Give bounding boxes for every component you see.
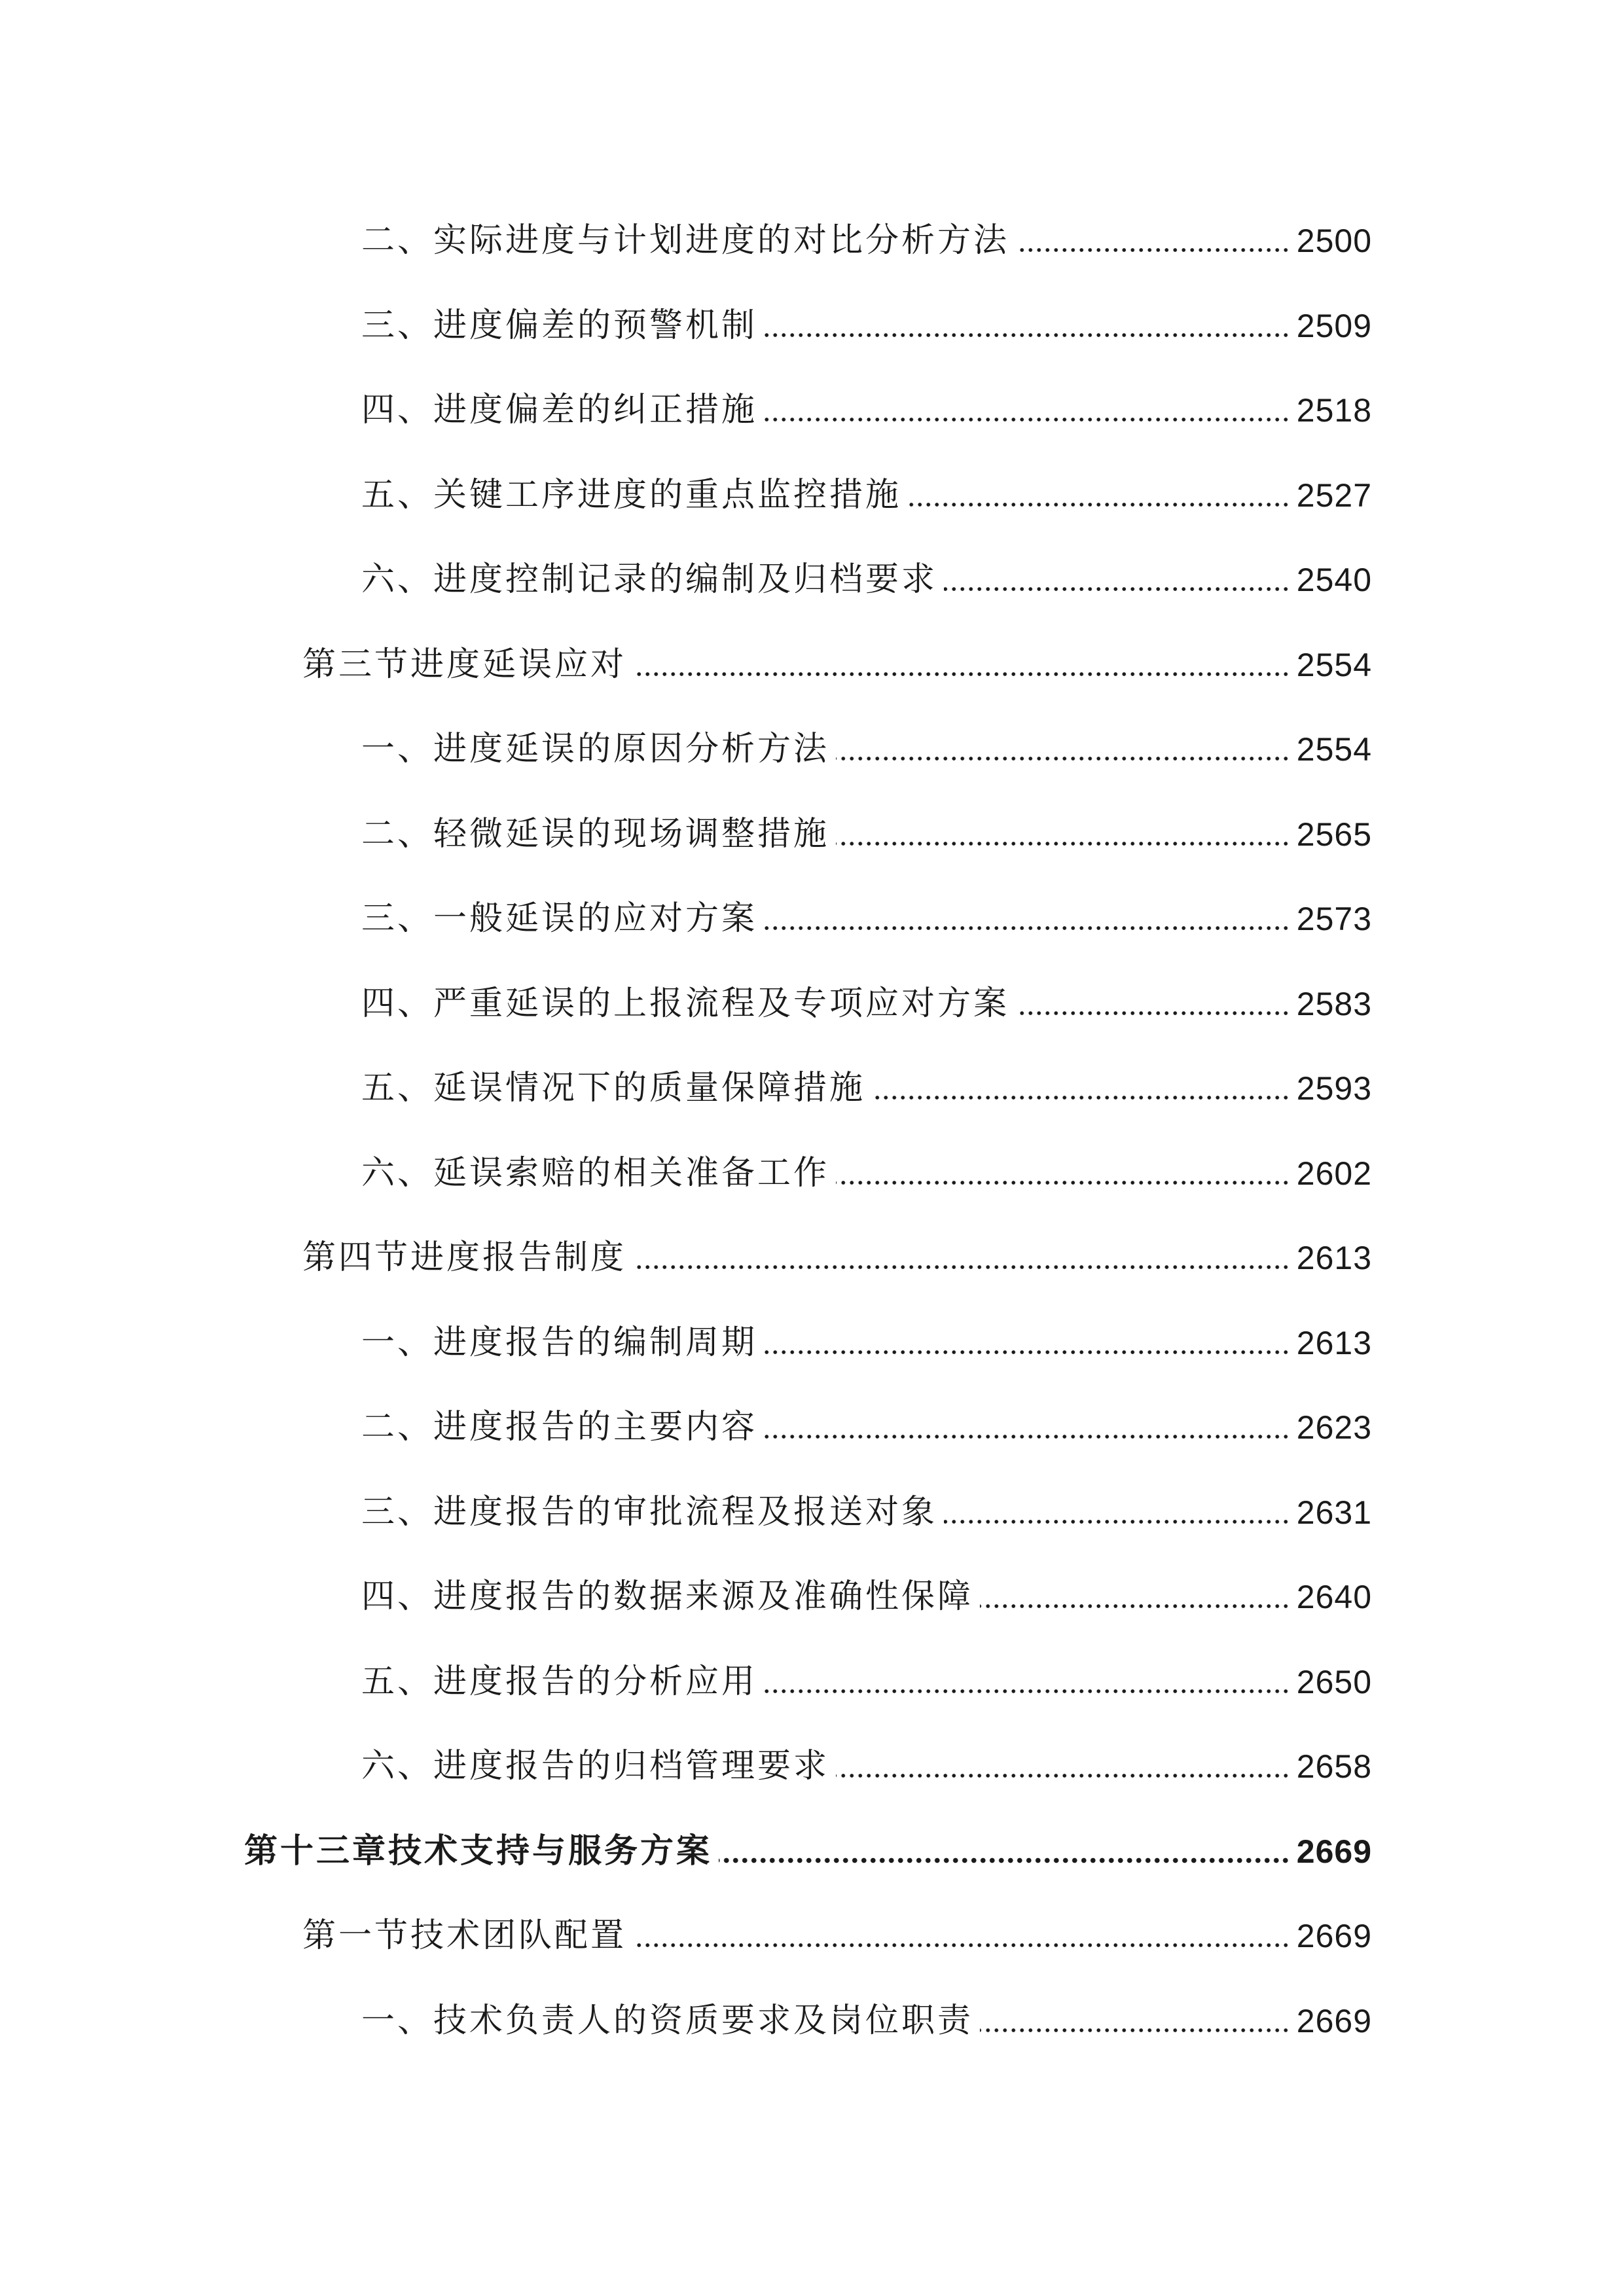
toc-page-number: 2509 bbox=[1296, 308, 1372, 344]
toc-page-number: 2565 bbox=[1296, 816, 1372, 853]
toc-entry[interactable] bbox=[361, 1990, 1372, 2042]
toc-entry-title: 一、进度报告的编制周期 bbox=[361, 1323, 758, 1362]
toc-entry[interactable] bbox=[361, 209, 1372, 262]
toc-leader-dots bbox=[944, 1519, 1290, 1524]
toc-page-number: 2527 bbox=[1296, 477, 1372, 514]
toc-entry-title: 六、延误索赔的相关准备工作 bbox=[361, 1154, 830, 1193]
toc-page-number: 2669 bbox=[1296, 2003, 1372, 2039]
toc-entry-title: 第四节进度报告制度 bbox=[302, 1238, 627, 1277]
toc-entry[interactable] bbox=[361, 973, 1372, 1025]
toc-leader-dots bbox=[764, 925, 1290, 931]
toc-entry-title: 五、关键工序进度的重点监控措施 bbox=[361, 476, 902, 514]
toc-page-number: 2583 bbox=[1296, 986, 1372, 1022]
toc-entry[interactable] bbox=[361, 295, 1372, 347]
toc-entry[interactable] bbox=[361, 464, 1372, 516]
toc-entry[interactable] bbox=[361, 1481, 1372, 1534]
toc-leader-dots bbox=[908, 502, 1290, 507]
toc-entry-title: 二、进度报告的主要内容 bbox=[361, 1408, 758, 1446]
toc-entry-title: 五、进度报告的分析应用 bbox=[361, 1662, 758, 1701]
toc-page-number: 2500 bbox=[1296, 223, 1372, 259]
toc-leader-dots bbox=[633, 672, 1290, 677]
toc-entry[interactable] bbox=[361, 379, 1372, 431]
toc-page-number: 2613 bbox=[1296, 1325, 1372, 1361]
toc-entry-title: 六、进度报告的归档管理要求 bbox=[361, 1747, 830, 1785]
toc-entry[interactable] bbox=[361, 1312, 1372, 1364]
toc-page-number: 2602 bbox=[1296, 1155, 1372, 1192]
toc-leader-dots bbox=[633, 1265, 1290, 1270]
toc-page-number: 2669 bbox=[1296, 1833, 1372, 1870]
toc-entry[interactable] bbox=[361, 548, 1372, 601]
toc-leader-dots bbox=[633, 1943, 1290, 1948]
toc-leader-dots bbox=[836, 1773, 1290, 1778]
toc-leader-dots bbox=[764, 332, 1290, 338]
toc-page-number: 2640 bbox=[1296, 1579, 1372, 1615]
toc-entry-title: 四、进度报告的数据来源及准确性保障 bbox=[361, 1577, 974, 1616]
toc-entry-title: 一、技术负责人的资质要求及岗位职责 bbox=[361, 2001, 974, 2040]
toc-entry[interactable] bbox=[361, 1566, 1372, 1618]
toc-page-number: 2593 bbox=[1296, 1070, 1372, 1107]
toc-entry-title: 三、进度偏差的预警机制 bbox=[361, 306, 758, 345]
toc-page-number: 2540 bbox=[1296, 562, 1372, 598]
toc-entry[interactable] bbox=[361, 1057, 1372, 1109]
toc-leader-dots bbox=[836, 841, 1290, 846]
toc-page-number: 2554 bbox=[1296, 731, 1372, 768]
toc-entry-title: 三、一般延误的应对方案 bbox=[361, 899, 758, 938]
toc-page-number: 2613 bbox=[1296, 1240, 1372, 1276]
toc-leader-dots bbox=[764, 1434, 1290, 1439]
toc-leader-dots bbox=[1016, 247, 1290, 253]
toc-entry-title: 二、轻微延误的现场调整措施 bbox=[361, 815, 830, 853]
toc-entry-title: 第十三章技术支持与服务方案 bbox=[244, 1832, 713, 1871]
toc-page-number: 2623 bbox=[1296, 1409, 1372, 1446]
toc-leader-dots bbox=[764, 1350, 1290, 1355]
toc-leader-dots bbox=[764, 1689, 1290, 1694]
toc-entry[interactable] bbox=[361, 1735, 1372, 1787]
toc-entry-title: 三、进度报告的审批流程及报送对象 bbox=[361, 1493, 938, 1532]
toc-entry[interactable] bbox=[361, 1396, 1372, 1448]
toc-entry-title: 五、延误情况下的质量保障措施 bbox=[361, 1069, 866, 1107]
toc-section-entry[interactable] bbox=[302, 634, 1372, 686]
toc-leader-dots bbox=[719, 1857, 1290, 1863]
toc-page-number: 2669 bbox=[1296, 1918, 1372, 1954]
toc-leader-dots bbox=[980, 2028, 1290, 2033]
toc-entry-title: 四、严重延误的上报流程及专项应对方案 bbox=[361, 984, 1010, 1023]
toc-page-number: 2518 bbox=[1296, 392, 1372, 429]
toc-entry-title: 二、实际进度与计划进度的对比分析方法 bbox=[361, 221, 1010, 260]
toc-entry-title: 一、进度延误的原因分析方法 bbox=[361, 730, 830, 768]
toc-entry[interactable] bbox=[361, 1651, 1372, 1703]
toc-entry-title: 第三节进度延误应对 bbox=[302, 645, 627, 684]
toc-page-number: 2554 bbox=[1296, 647, 1372, 683]
toc-entry[interactable] bbox=[361, 888, 1372, 940]
toc-leader-dots bbox=[980, 1604, 1290, 1609]
toc-entry[interactable] bbox=[361, 718, 1372, 770]
toc-section-entry[interactable] bbox=[302, 1905, 1372, 1957]
toc-entry-title: 第一节技术团队配置 bbox=[302, 1916, 627, 1955]
toc-entry-title: 六、进度控制记录的编制及归档要求 bbox=[361, 560, 938, 599]
toc-entry-title: 四、进度偏差的纠正措施 bbox=[361, 391, 758, 429]
toc-leader-dots bbox=[944, 586, 1290, 592]
toc-page-number: 2658 bbox=[1296, 1748, 1372, 1785]
toc-leader-dots bbox=[1016, 1011, 1290, 1016]
toc-chapter-entry[interactable] bbox=[244, 1820, 1372, 1873]
toc-leader-dots bbox=[764, 417, 1290, 422]
toc-section-entry[interactable] bbox=[302, 1227, 1372, 1279]
toc-entry[interactable] bbox=[361, 803, 1372, 855]
toc-leader-dots bbox=[872, 1095, 1290, 1100]
toc-leader-dots bbox=[836, 756, 1290, 761]
toc-entry[interactable] bbox=[361, 1142, 1372, 1194]
toc-page-number: 2631 bbox=[1296, 1494, 1372, 1531]
toc-page-number: 2573 bbox=[1296, 901, 1372, 937]
toc-leader-dots bbox=[836, 1180, 1290, 1185]
toc-page-number: 2650 bbox=[1296, 1664, 1372, 1700]
